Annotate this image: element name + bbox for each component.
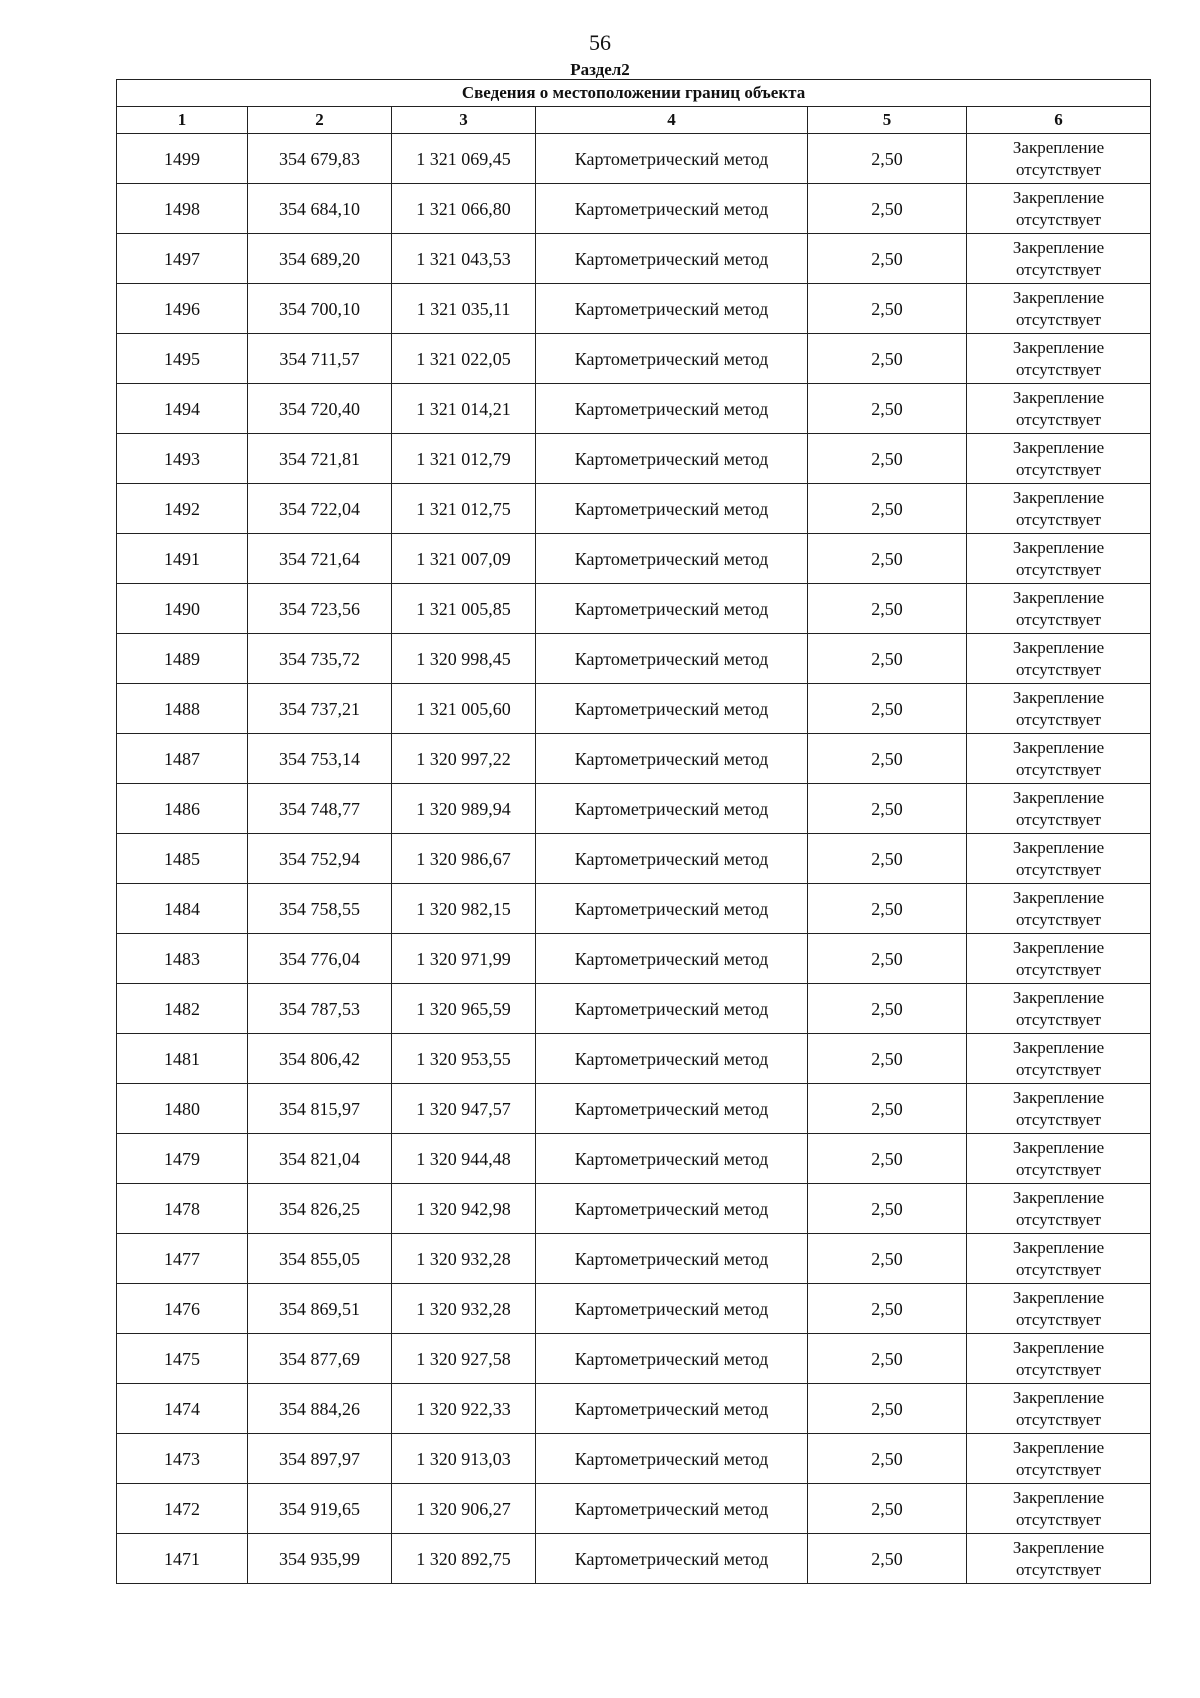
- accuracy-cell: 2,50: [808, 334, 967, 384]
- method-cell: Картометрический метод: [536, 934, 808, 984]
- table-row: [117, 1134, 1151, 1184]
- fixation-line-2: отсутствует: [1016, 1309, 1102, 1329]
- fixation-cell: [967, 584, 1151, 634]
- column-number-2: 2: [248, 107, 392, 134]
- point-number-cell: 1479: [117, 1134, 248, 1184]
- method-cell: Картометрический метод: [536, 1434, 808, 1484]
- table-row: [117, 1384, 1151, 1434]
- fixation-line-2: отсутствует: [1016, 359, 1102, 379]
- y-coordinate-cell: 1 321 005,60: [392, 684, 536, 734]
- point-number-cell: 1493: [117, 434, 248, 484]
- method-cell: Картометрический метод: [536, 1084, 808, 1134]
- y-coordinate-cell: 1 320 927,58: [392, 1334, 536, 1384]
- method-cell: Картометрический метод: [536, 1534, 808, 1584]
- x-coordinate-cell: 354 700,10: [248, 284, 392, 334]
- fixation-cell: [967, 884, 1151, 934]
- method-cell: Картометрический метод: [536, 1284, 808, 1334]
- x-coordinate-cell: 354 689,20: [248, 234, 392, 284]
- table-row: [117, 184, 1151, 234]
- accuracy-cell: 2,50: [808, 184, 967, 234]
- fixation-line-1: Закрепление: [1012, 737, 1105, 757]
- fixation-line-2: отсутствует: [1016, 809, 1102, 829]
- table-row: [117, 384, 1151, 434]
- fixation-line-1: Закрепление: [1012, 587, 1105, 607]
- x-coordinate-cell: 354 787,53: [248, 984, 392, 1034]
- fixation-line-1: Закрепление: [1012, 537, 1105, 557]
- fixation-line-1: Закрепление: [1012, 787, 1105, 807]
- x-coordinate-cell: 354 748,77: [248, 784, 392, 834]
- fixation-line-2: отсутствует: [1016, 209, 1102, 229]
- point-number-cell: 1494: [117, 384, 248, 434]
- fixation-cell: [967, 934, 1151, 984]
- fixation-line-1: Закрепление: [1012, 1137, 1105, 1157]
- y-coordinate-cell: 1 321 012,79: [392, 434, 536, 484]
- fixation-cell: [967, 1284, 1151, 1334]
- fixation-line-1: Закрепление: [1012, 437, 1105, 457]
- section-title: Раздел2: [570, 60, 630, 79]
- method-cell: Картометрический метод: [536, 684, 808, 734]
- y-coordinate-cell: 1 321 069,45: [392, 134, 536, 184]
- fixation-cell: [967, 1084, 1151, 1134]
- fixation-line-1: Закрепление: [1012, 1387, 1105, 1407]
- y-coordinate-cell: 1 321 066,80: [392, 184, 536, 234]
- table-row: [117, 484, 1151, 534]
- fixation-cell: [967, 734, 1151, 784]
- fixation-cell: [967, 334, 1151, 384]
- y-coordinate-cell: 1 321 012,75: [392, 484, 536, 534]
- method-cell: Картометрический метод: [536, 184, 808, 234]
- fixation-line-1: Закрепление: [1012, 137, 1105, 157]
- fixation-line-1: Закрепление: [1012, 487, 1105, 507]
- x-coordinate-cell: 354 869,51: [248, 1284, 392, 1334]
- table-row: [117, 934, 1151, 984]
- point-number-cell: 1496: [117, 284, 248, 334]
- fixation-cell: [967, 284, 1151, 334]
- fixation-line-2: отсутствует: [1016, 309, 1102, 329]
- fixation-cell: [967, 1384, 1151, 1434]
- fixation-line-2: отсутствует: [1016, 409, 1102, 429]
- y-coordinate-cell: 1 320 944,48: [392, 1134, 536, 1184]
- accuracy-cell: 2,50: [808, 834, 967, 884]
- page-number: 56: [589, 30, 611, 55]
- accuracy-cell: 2,50: [808, 534, 967, 584]
- y-coordinate-cell: 1 320 906,27: [392, 1484, 536, 1534]
- table-row: [117, 234, 1151, 284]
- table-row: [117, 434, 1151, 484]
- point-number-cell: 1482: [117, 984, 248, 1034]
- method-cell: Картометрический метод: [536, 484, 808, 534]
- fixation-line-1: Закрепление: [1012, 337, 1105, 357]
- fixation-line-1: Закрепление: [1012, 1537, 1105, 1557]
- y-coordinate-cell: 1 321 007,09: [392, 534, 536, 584]
- y-coordinate-cell: 1 320 932,28: [392, 1284, 536, 1334]
- fixation-cell: [967, 1234, 1151, 1284]
- accuracy-cell: 2,50: [808, 934, 967, 984]
- y-coordinate-cell: 1 320 997,22: [392, 734, 536, 784]
- fixation-line-2: отсутствует: [1016, 1409, 1102, 1429]
- fixation-line-2: отсутствует: [1016, 1159, 1102, 1179]
- fixation-line-1: Закрепление: [1012, 1237, 1105, 1257]
- fixation-line-2: отсутствует: [1016, 659, 1102, 679]
- accuracy-cell: 2,50: [808, 784, 967, 834]
- point-number-cell: 1480: [117, 1084, 248, 1134]
- fixation-line-2: отсутствует: [1016, 1509, 1102, 1529]
- fixation-line-1: Закрепление: [1012, 637, 1105, 657]
- point-number-cell: 1487: [117, 734, 248, 784]
- method-cell: Картометрический метод: [536, 434, 808, 484]
- table-row: [117, 834, 1151, 884]
- point-number-cell: 1472: [117, 1484, 248, 1534]
- accuracy-cell: 2,50: [808, 1384, 967, 1434]
- table-row: [117, 1434, 1151, 1484]
- fixation-line-1: Закрепление: [1012, 1487, 1105, 1507]
- x-coordinate-cell: 354 723,56: [248, 584, 392, 634]
- fixation-cell: [967, 384, 1151, 434]
- accuracy-cell: 2,50: [808, 484, 967, 534]
- method-cell: Картометрический метод: [536, 984, 808, 1034]
- fixation-cell: [967, 1034, 1151, 1084]
- fixation-line-2: отсутствует: [1016, 859, 1102, 879]
- fixation-line-1: Закрепление: [1012, 837, 1105, 857]
- column-number-6: 6: [967, 107, 1151, 134]
- accuracy-cell: 2,50: [808, 634, 967, 684]
- accuracy-cell: 2,50: [808, 734, 967, 784]
- fixation-line-2: отсутствует: [1016, 1059, 1102, 1079]
- x-coordinate-cell: 354 806,42: [248, 1034, 392, 1084]
- y-coordinate-cell: 1 320 971,99: [392, 934, 536, 984]
- x-coordinate-cell: 354 753,14: [248, 734, 392, 784]
- fixation-line-1: Закрепление: [1012, 237, 1105, 257]
- fixation-line-2: отсутствует: [1016, 909, 1102, 929]
- table-row: [117, 1234, 1151, 1284]
- method-cell: Картометрический метод: [536, 834, 808, 884]
- point-number-cell: 1477: [117, 1234, 248, 1284]
- y-coordinate-cell: 1 320 982,15: [392, 884, 536, 934]
- fixation-cell: [967, 1334, 1151, 1384]
- point-number-cell: 1471: [117, 1534, 248, 1584]
- accuracy-cell: 2,50: [808, 1084, 967, 1134]
- x-coordinate-cell: 354 722,04: [248, 484, 392, 534]
- point-number-cell: 1474: [117, 1384, 248, 1434]
- table-row: [117, 534, 1151, 584]
- method-cell: Картометрический метод: [536, 784, 808, 834]
- column-number-1: 1: [117, 107, 248, 134]
- y-coordinate-cell: 1 321 014,21: [392, 384, 536, 434]
- accuracy-cell: 2,50: [808, 584, 967, 634]
- point-number-cell: 1485: [117, 834, 248, 884]
- fixation-line-2: отсутствует: [1016, 259, 1102, 279]
- y-coordinate-cell: 1 320 947,57: [392, 1084, 536, 1134]
- x-coordinate-cell: 354 821,04: [248, 1134, 392, 1184]
- fixation-line-1: Закрепление: [1012, 187, 1105, 207]
- y-coordinate-cell: 1 321 043,53: [392, 234, 536, 284]
- y-coordinate-cell: 1 320 953,55: [392, 1034, 536, 1084]
- x-coordinate-cell: 354 897,97: [248, 1434, 392, 1484]
- point-number-cell: 1478: [117, 1184, 248, 1234]
- fixation-line-2: отсутствует: [1016, 459, 1102, 479]
- method-cell: Картометрический метод: [536, 1234, 808, 1284]
- accuracy-cell: 2,50: [808, 134, 967, 184]
- fixation-cell: [967, 634, 1151, 684]
- point-number-cell: 1476: [117, 1284, 248, 1334]
- point-number-cell: 1492: [117, 484, 248, 534]
- table-row: [117, 784, 1151, 834]
- x-coordinate-cell: 354 721,64: [248, 534, 392, 584]
- fixation-line-1: Закрепление: [1012, 387, 1105, 407]
- y-coordinate-cell: 1 320 965,59: [392, 984, 536, 1034]
- column-number-row: [117, 107, 1151, 134]
- method-cell: Картометрический метод: [536, 1334, 808, 1384]
- fixation-cell: [967, 484, 1151, 534]
- table-row: [117, 1334, 1151, 1384]
- fixation-line-2: отсутствует: [1016, 1109, 1102, 1129]
- table-row: [117, 684, 1151, 734]
- x-coordinate-cell: 354 877,69: [248, 1334, 392, 1384]
- fixation-line-1: Закрепление: [1012, 1037, 1105, 1057]
- table-row: [117, 634, 1151, 684]
- fixation-line-1: Закрепление: [1012, 1187, 1105, 1207]
- accuracy-cell: 2,50: [808, 1284, 967, 1334]
- y-coordinate-cell: 1 320 942,98: [392, 1184, 536, 1234]
- method-cell: Картометрический метод: [536, 1034, 808, 1084]
- table-caption-row: [117, 80, 1151, 107]
- method-cell: Картометрический метод: [536, 234, 808, 284]
- table-body: [117, 134, 1151, 1584]
- table-row: [117, 284, 1151, 334]
- fixation-line-1: Закрепление: [1012, 287, 1105, 307]
- method-cell: Картометрический метод: [536, 884, 808, 934]
- fixation-line-1: Закрепление: [1012, 1337, 1105, 1357]
- y-coordinate-cell: 1 320 989,94: [392, 784, 536, 834]
- y-coordinate-cell: 1 320 986,67: [392, 834, 536, 884]
- fixation-line-1: Закрепление: [1012, 887, 1105, 907]
- y-coordinate-cell: 1 320 998,45: [392, 634, 536, 684]
- fixation-line-1: Закрепление: [1012, 1287, 1105, 1307]
- fixation-line-2: отсутствует: [1016, 559, 1102, 579]
- point-number-cell: 1488: [117, 684, 248, 734]
- table-row: [117, 1084, 1151, 1134]
- accuracy-cell: 2,50: [808, 1184, 967, 1234]
- accuracy-cell: 2,50: [808, 284, 967, 334]
- table-row: [117, 1034, 1151, 1084]
- accuracy-cell: 2,50: [808, 1134, 967, 1184]
- y-coordinate-cell: 1 320 913,03: [392, 1434, 536, 1484]
- fixation-cell: [967, 1134, 1151, 1184]
- x-coordinate-cell: 354 776,04: [248, 934, 392, 984]
- method-cell: Картометрический метод: [536, 534, 808, 584]
- accuracy-cell: 2,50: [808, 1484, 967, 1534]
- point-number-cell: 1498: [117, 184, 248, 234]
- method-cell: Картометрический метод: [536, 1184, 808, 1234]
- fixation-line-1: Закрепление: [1012, 1087, 1105, 1107]
- fixation-line-2: отсутствует: [1016, 509, 1102, 529]
- x-coordinate-cell: 354 752,94: [248, 834, 392, 884]
- fixation-cell: [967, 1534, 1151, 1584]
- fixation-line-2: отсутствует: [1016, 1259, 1102, 1279]
- fixation-line-2: отсутствует: [1016, 1209, 1102, 1229]
- accuracy-cell: 2,50: [808, 684, 967, 734]
- fixation-line-2: отсутствует: [1016, 159, 1102, 179]
- column-number-5: 5: [808, 107, 967, 134]
- fixation-line-2: отсутствует: [1016, 759, 1102, 779]
- fixation-cell: [967, 434, 1151, 484]
- boundary-table: [116, 79, 1151, 1584]
- table-row: [117, 1534, 1151, 1584]
- table-row: [117, 984, 1151, 1034]
- accuracy-cell: 2,50: [808, 884, 967, 934]
- accuracy-cell: 2,50: [808, 1234, 967, 1284]
- point-number-cell: 1473: [117, 1434, 248, 1484]
- fixation-cell: [967, 234, 1151, 284]
- method-cell: Картометрический метод: [536, 134, 808, 184]
- fixation-cell: [967, 784, 1151, 834]
- x-coordinate-cell: 354 684,10: [248, 184, 392, 234]
- table-row: [117, 584, 1151, 634]
- point-number-cell: 1490: [117, 584, 248, 634]
- table-row: [117, 1284, 1151, 1334]
- point-number-cell: 1499: [117, 134, 248, 184]
- fixation-cell: [967, 984, 1151, 1034]
- point-number-cell: 1495: [117, 334, 248, 384]
- method-cell: Картометрический метод: [536, 634, 808, 684]
- fixation-line-2: отсутствует: [1016, 609, 1102, 629]
- x-coordinate-cell: 354 884,26: [248, 1384, 392, 1434]
- fixation-cell: [967, 134, 1151, 184]
- x-coordinate-cell: 354 679,83: [248, 134, 392, 184]
- table-caption: Сведения о местоположении границ объекта: [117, 80, 1151, 107]
- method-cell: Картометрический метод: [536, 1384, 808, 1434]
- fixation-line-1: Закрепление: [1012, 1437, 1105, 1457]
- x-coordinate-cell: 354 737,21: [248, 684, 392, 734]
- accuracy-cell: 2,50: [808, 384, 967, 434]
- fixation-line-2: отсутствует: [1016, 709, 1102, 729]
- y-coordinate-cell: 1 320 922,33: [392, 1384, 536, 1434]
- table-row: [117, 334, 1151, 384]
- method-cell: Картометрический метод: [536, 584, 808, 634]
- fixation-cell: [967, 684, 1151, 734]
- point-number-cell: 1497: [117, 234, 248, 284]
- column-number-3: 3: [392, 107, 536, 134]
- method-cell: Картометрический метод: [536, 384, 808, 434]
- y-coordinate-cell: 1 320 932,28: [392, 1234, 536, 1284]
- point-number-cell: 1489: [117, 634, 248, 684]
- x-coordinate-cell: 354 721,81: [248, 434, 392, 484]
- point-number-cell: 1481: [117, 1034, 248, 1084]
- fixation-cell: [967, 534, 1151, 584]
- y-coordinate-cell: 1 321 035,11: [392, 284, 536, 334]
- fixation-cell: [967, 834, 1151, 884]
- accuracy-cell: 2,50: [808, 434, 967, 484]
- point-number-cell: 1483: [117, 934, 248, 984]
- method-cell: Картометрический метод: [536, 734, 808, 784]
- fixation-line-2: отсутствует: [1016, 1009, 1102, 1029]
- x-coordinate-cell: 354 735,72: [248, 634, 392, 684]
- fixation-cell: [967, 1434, 1151, 1484]
- point-number-cell: 1484: [117, 884, 248, 934]
- table-row: [117, 734, 1151, 784]
- x-coordinate-cell: 354 919,65: [248, 1484, 392, 1534]
- accuracy-cell: 2,50: [808, 1034, 967, 1084]
- fixation-cell: [967, 1484, 1151, 1534]
- fixation-line-2: отсутствует: [1016, 1559, 1102, 1579]
- fixation-line-1: Закрепление: [1012, 687, 1105, 707]
- fixation-cell: [967, 184, 1151, 234]
- fixation-line-1: Закрепление: [1012, 937, 1105, 957]
- x-coordinate-cell: 354 711,57: [248, 334, 392, 384]
- accuracy-cell: 2,50: [808, 1434, 967, 1484]
- method-cell: Картометрический метод: [536, 1484, 808, 1534]
- x-coordinate-cell: 354 815,97: [248, 1084, 392, 1134]
- fixation-line-2: отсутствует: [1016, 1359, 1102, 1379]
- accuracy-cell: 2,50: [808, 234, 967, 284]
- accuracy-cell: 2,50: [808, 1334, 967, 1384]
- x-coordinate-cell: 354 826,25: [248, 1184, 392, 1234]
- column-number-4: 4: [536, 107, 808, 134]
- fixation-line-2: отсутствует: [1016, 1459, 1102, 1479]
- table-row: [117, 1184, 1151, 1234]
- x-coordinate-cell: 354 855,05: [248, 1234, 392, 1284]
- point-number-cell: 1491: [117, 534, 248, 584]
- table-row: [117, 134, 1151, 184]
- method-cell: Картометрический метод: [536, 1134, 808, 1184]
- x-coordinate-cell: 354 935,99: [248, 1534, 392, 1584]
- accuracy-cell: 2,50: [808, 984, 967, 1034]
- table-row: [117, 884, 1151, 934]
- y-coordinate-cell: 1 321 022,05: [392, 334, 536, 384]
- method-cell: Картометрический метод: [536, 334, 808, 384]
- x-coordinate-cell: 354 720,40: [248, 384, 392, 434]
- fixation-line-2: отсутствует: [1016, 959, 1102, 979]
- x-coordinate-cell: 354 758,55: [248, 884, 392, 934]
- point-number-cell: 1486: [117, 784, 248, 834]
- fixation-cell: [967, 1184, 1151, 1234]
- accuracy-cell: 2,50: [808, 1534, 967, 1584]
- y-coordinate-cell: 1 320 892,75: [392, 1534, 536, 1584]
- point-number-cell: 1475: [117, 1334, 248, 1384]
- fixation-line-1: Закрепление: [1012, 987, 1105, 1007]
- y-coordinate-cell: 1 321 005,85: [392, 584, 536, 634]
- table-row: [117, 1484, 1151, 1534]
- method-cell: Картометрический метод: [536, 284, 808, 334]
